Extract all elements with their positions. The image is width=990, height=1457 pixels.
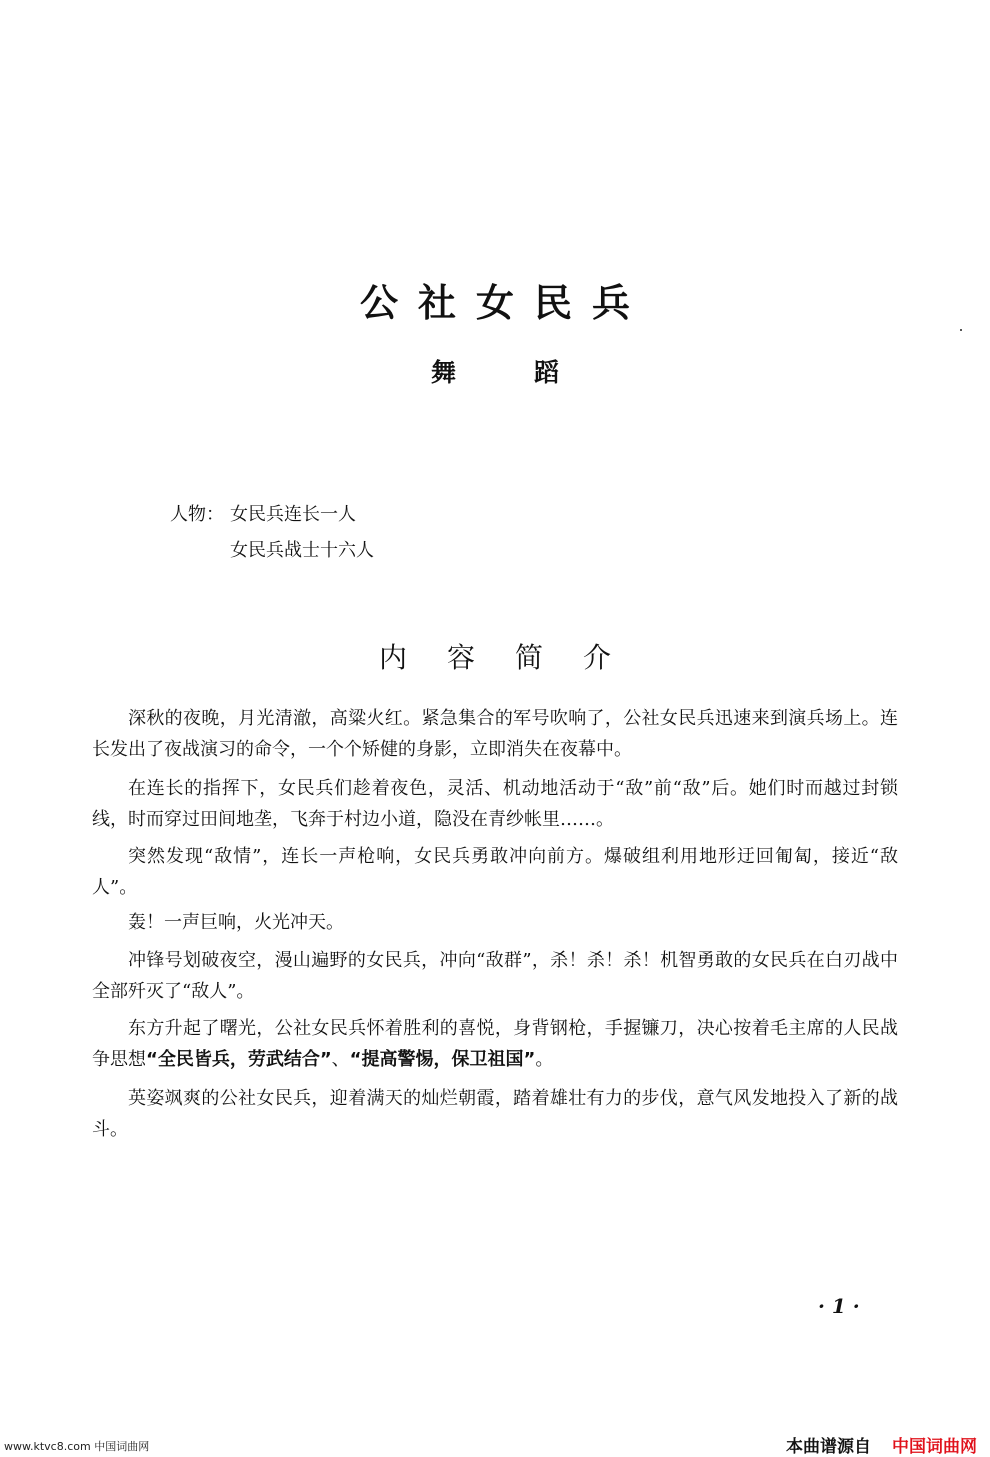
page-subtitle: 舞蹈 <box>430 358 637 387</box>
slogan-bold: “全民皆兵，劳武结合” <box>146 1049 332 1070</box>
paragraph <box>92 1013 898 1075</box>
cast-line: 女民兵连长一人 <box>230 504 356 525</box>
footer-source-label: 本曲谱源自 <box>786 1437 871 1457</box>
page-number: · 1 · <box>818 1294 860 1318</box>
cast-line: 女民兵战士十六人 <box>230 540 374 561</box>
paragraph-text: 东方升起了曙光，公社女民兵怀着胜利的喜悦，身背钢枪，手握镰刀，决心按着毛主席的人民战争思想 <box>92 1018 898 1070</box>
paragraph: 突然发现“敌情”，连长一声枪响，女民兵勇敢冲向前方。爆破组利用地形迂回匍匐，接近“敌人”。 <box>92 846 898 898</box>
paragraph: 冲锋号划破夜空，漫山遍野的女民兵，冲向“敌群”，杀！杀！杀！机智勇敢的女民兵在白刃战中全部歼灭了“敌人”。 <box>92 950 898 1002</box>
page-title: 公社女民兵 <box>359 281 650 325</box>
footer-brand: 中国词曲网 <box>892 1437 977 1457</box>
section-heading: 内容简介 <box>378 641 651 674</box>
paragraph: 英姿飒爽的公社女民兵，迎着满天的灿烂朝霞，踏着雄壮有力的步伐，意气风发地投入了新的战斗。 <box>92 1088 898 1140</box>
paragraph: 深秋的夜晚，月光清澈，高粱火红。紧急集合的军号吹响了，公社女民兵迅速来到演兵场上。连长发出了夜战演习的命令，一个个矫健的身影，立即消失在夜幕中。 <box>92 708 898 760</box>
scan-speck <box>960 329 962 331</box>
paragraph-text: 。 <box>535 1049 554 1070</box>
footer-watermark-text: www.ktvc8.com 中国词曲网 <box>4 1440 150 1453</box>
paragraph: 轰！一声巨响，火光冲天。 <box>128 912 344 933</box>
slogan-bold: “提高警惕，保卫祖国” <box>349 1049 536 1070</box>
cast-label: 人物： <box>170 504 224 525</box>
paragraph-text: 、 <box>331 1049 350 1070</box>
paragraph: 在连长的指挥下，女民兵们趁着夜色，灵活、机动地活动于“敌”前“敌”后。她们时而越过封锁线，时而穿过田间地垄，飞奔于村边小道，隐没在青纱帐里……。 <box>92 778 898 830</box>
